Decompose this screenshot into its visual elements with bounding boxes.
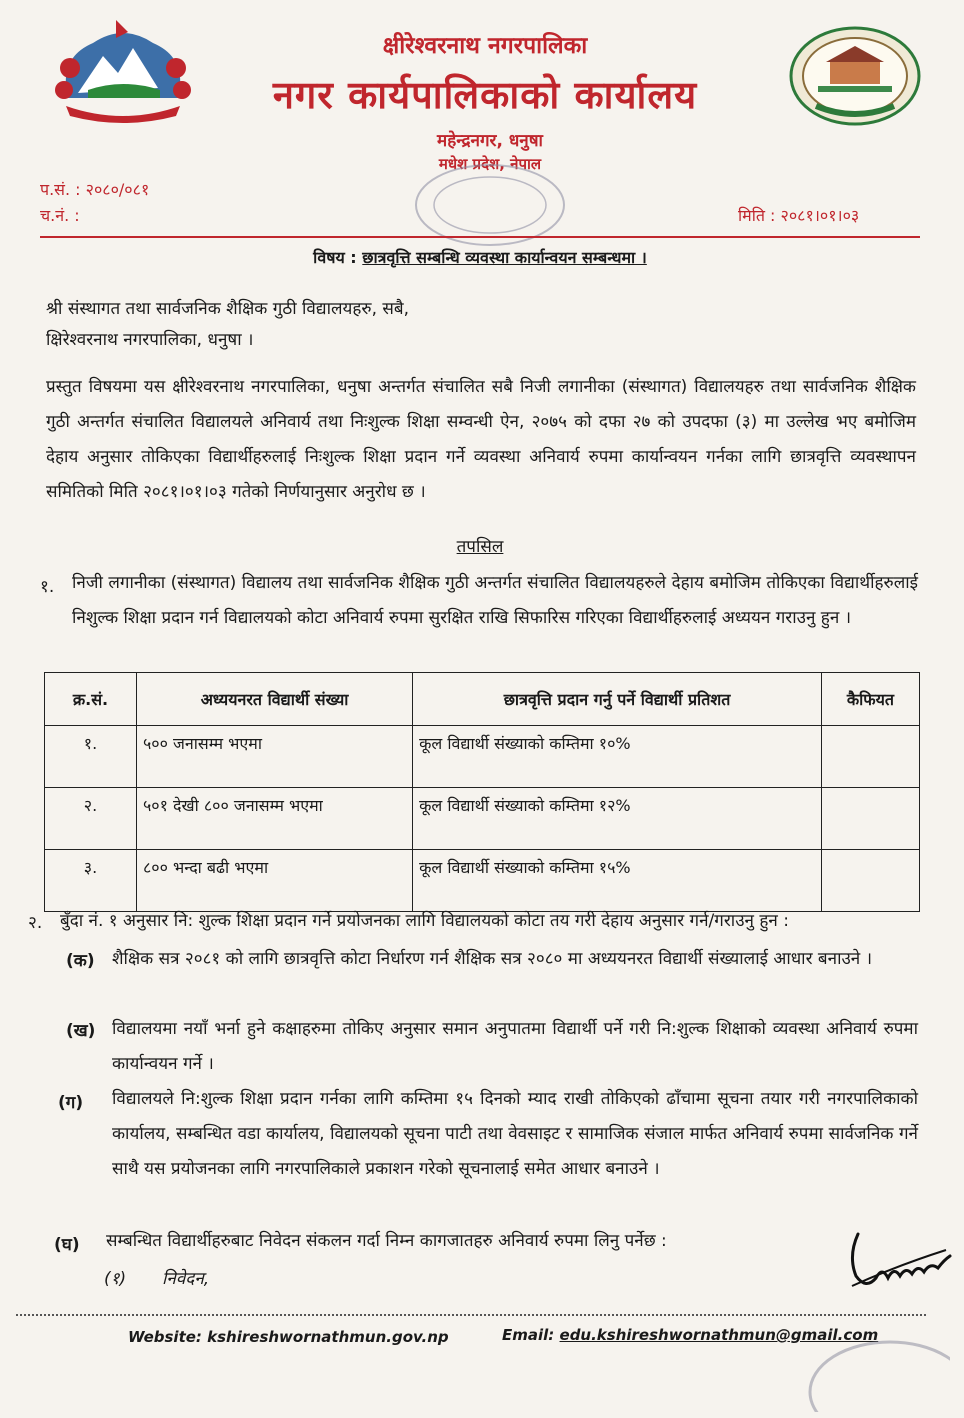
nepal-emblem-logo xyxy=(48,18,198,132)
municipality-seal-logo xyxy=(788,26,922,130)
table-header: क्र.सं. xyxy=(45,673,137,726)
email-label: Email: xyxy=(502,1326,555,1344)
scholarship-table xyxy=(44,672,920,912)
table-cell: ५०० जनासम्म भएमा xyxy=(136,726,412,788)
footer-divider xyxy=(16,1314,926,1316)
email-address[interactable]: edu.kshireshwornathmun@gmail.com xyxy=(559,1326,879,1344)
table-cell xyxy=(821,850,919,912)
table-row xyxy=(45,850,920,912)
sub-item-gha-label: (घ) xyxy=(54,1235,80,1255)
table-header: छात्रवृत्ति प्रदान गर्नु पर्ने विद्यार्थी प्रतिशत xyxy=(413,673,822,726)
sub-item-ka-text: शैक्षिक सत्र २०८१ को लागि छात्रवृत्ति कोटा निर्धारण गर्न शैक्षिक सत्र २०८० मा अध्ययनरत विद्यार्थी संख्यालाई आधार बनाउने । xyxy=(112,949,873,969)
tapsil-heading: तपसिल xyxy=(456,537,504,557)
table-cell xyxy=(821,726,919,788)
table-cell: कूल विद्यार्थी संख्याको कम्तिमा १५% xyxy=(413,850,822,912)
table-row xyxy=(45,788,920,850)
signature xyxy=(846,1226,956,1300)
table-cell: १. xyxy=(45,726,137,788)
gha-item1-text: निवेदन, xyxy=(162,1269,210,1289)
table-cell: ३. xyxy=(45,850,137,912)
gha-item1-number: (१) xyxy=(104,1269,127,1289)
subject-prefix: विषय : xyxy=(313,248,357,267)
table-cell: कूल विद्यार्थी संख्याको कम्तिमा १२% xyxy=(413,788,822,850)
table-cell: ८०० भन्दा बढी भएमा xyxy=(136,850,412,912)
sub-item-kha-label: (ख) xyxy=(66,1021,96,1041)
website-label: Website: xyxy=(128,1328,202,1346)
header-divider xyxy=(40,236,920,238)
table-header: अध्ययनरत विद्यार्थी संख्या xyxy=(136,673,412,726)
table-cell xyxy=(821,788,919,850)
addressee-line1: श्री संस्थागत तथा सार्वजनिक शैक्षिक गुठी विद्यालयहरु, सबै, xyxy=(46,299,409,319)
addressee-line2: क्षिरेश्वरनाथ नगरपालिका, धनुषा । xyxy=(46,330,254,350)
reference-cn: च.नं. : xyxy=(40,206,80,225)
table-header: कैफियत xyxy=(821,673,919,726)
body-paragraph: प्रस्तुत विषयमा यस क्षीरेश्वरनाथ नगरपालिका, धनुषा अन्तर्गत संचालित सबै निजी लगानीका (संस्थागत) विद्यालयहरु तथा सार्वजनिक शैक्षिक गुठी अन्तर्गत संचालित विद्यालयले अनिवार्य तथा निःशुल्क शिक्षा सम्वन्धी ऐन, २०७५ को दफा २७ को उपदफा (३) मा उल्लेख भए बमोजिम देहाय अनुसार तोकिएका विद्यार्थीहरुलाई निःशुल्क शिक्षा प्रदान गर्ने व्यवस्था अनिवार्य रुपमा कार्यान्वयन गर्नका लागि छात्रवृत्ति व्यवस्थापन समितिको मिति २०८१।०१।०३ गतेको निर्णयानुसार अनुरोध छ । xyxy=(46,377,916,502)
address-line2: मधेश प्रदेश, नेपाल xyxy=(438,155,542,173)
item1-text: निजी लगानीका (संस्थागत) विद्यालय तथा सार्वजनिक शैक्षिक गुठी अन्तर्गत संचालित विद्यालयहरुले देहाय बमोजिम तोकिएका विद्यार्थीहरुलाई निशुल्क शिक्षा प्रदान गर्न विद्यालयको कोटा अनिवार्य रुपमा सुरक्षित राखि सिफारिस गरिएका विद्यार्थीहरुलाई अध्ययन गराउनु हुन । xyxy=(72,573,918,628)
item2-number: २. xyxy=(28,913,43,933)
corner-stamp xyxy=(800,1312,950,1416)
sub-item-ga-text: विद्यालयले नि:शुल्क शिक्षा प्रदान गर्नका लागि कम्तिमा १५ दिनको म्याद राखी तोकिएको ढाँचामा सूचना तयार गरी नगरपालिकाको कार्यालय, सम्बन्धित वडा कार्यालय, विद्यालयको सूचना पाटी तथा वेवसाइट र सामाजिक संजाल मार्फत अनिवार्य रुपमा सार्वजनिक गर्ने साथै यस प्रयोजनका लागि नगरपालिकाले प्रकाशन गरेको सूचनालाई समेत आधार बनाउने । xyxy=(112,1089,918,1179)
item2-text: बुँदा नं. १ अनुसार नि: शुल्क शिक्षा प्रदान गर्ने प्रयोजनका लागि विद्यालयको कोटा तय गरी देहाय अनुसार गर्न/गराउनु हुन : xyxy=(60,911,789,931)
table-cell: कूल विद्यार्थी संख्याको कम्तिमा १०% xyxy=(413,726,822,788)
footer-website[interactable] xyxy=(128,1328,449,1346)
website-url[interactable]: kshireshwornathmun.gov.np xyxy=(207,1328,449,1346)
letter-date: मिति : २०८१।०१।०३ xyxy=(738,206,860,225)
address-line1: महेन्द्रनगर, धनुषा xyxy=(437,131,543,151)
table-cell: २. xyxy=(45,788,137,850)
reference-ps: प.सं. : २०८०/०८१ xyxy=(40,180,150,199)
table-row xyxy=(45,726,920,788)
table-header-row xyxy=(45,673,920,726)
sub-item-ga-label: (ग) xyxy=(58,1093,84,1113)
sub-item-kha-text: विद्यालयमा नयाँ भर्ना हुने कक्षाहरुमा तोकिए अनुसार समान अनुपातमा विद्यार्थी पर्ने गरी नि:शुल्क शिक्षाको व्यवस्था अनिवार्य रुपमा कार्यान्वयन गर्ने । xyxy=(112,1019,918,1074)
table-cell: ५०१ देखी ८०० जनासम्म भएमा xyxy=(136,788,412,850)
subject-line xyxy=(40,246,920,268)
sub-item-ka-label: (क) xyxy=(66,951,95,971)
office-stamp xyxy=(410,160,570,254)
item1-number: १. xyxy=(40,577,55,597)
municipality-name: क्षीरेश्वरनाथ नगरपालिका xyxy=(382,33,588,59)
subject-text: छात्रवृत्ति सम्बन्धि व्यवस्था कार्यान्वयन सम्बन्धमा । xyxy=(362,248,647,267)
sub-item-gha-text: सम्बन्धित विद्यार्थीहरुबाट निवेदन संकलन गर्दा निम्न कागजातहरु अनिवार्य रुपमा लिनु पर्नेछ : xyxy=(106,1231,667,1251)
office-name: नगर कार्यपालिकाको कार्यालय xyxy=(272,73,698,117)
